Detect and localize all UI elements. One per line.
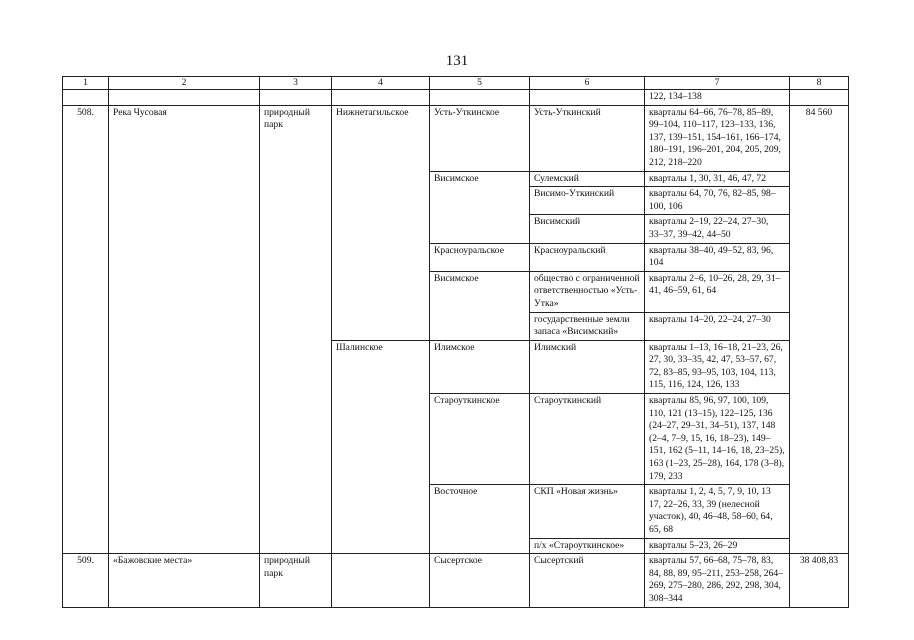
forestry-name: Староуткинское (430, 394, 530, 485)
forest-table (62, 76, 849, 608)
object-name: Река Чусовая (109, 105, 260, 554)
plot-name: Висимо-Уткинский (530, 187, 645, 215)
continuation-row (63, 90, 849, 106)
quarters-cell: кварталы 2–19, 22–24, 27–30, 33–37, 39–42, 44–50 (645, 215, 790, 243)
plot-name: Красноуральский (530, 243, 645, 271)
column-number: 2 (109, 77, 260, 90)
object-name: «Бажовские места» (109, 554, 260, 607)
plot-name: Илимский (530, 340, 645, 393)
district-name: Нижнетагильское (332, 105, 430, 340)
table-body (63, 77, 849, 608)
plot-name: Сысертский (530, 554, 645, 607)
plot-name: Усть-Уткинский (530, 105, 645, 171)
entry-number: 509. (63, 554, 109, 607)
entry-number: 508. (63, 105, 109, 554)
column-number: 6 (530, 77, 645, 90)
forestry-name: Восточное (430, 485, 530, 554)
column-number-row (63, 77, 849, 90)
column-number: 3 (260, 77, 332, 90)
quarters-cell: кварталы 14–20, 22–24, 27–30 (645, 312, 790, 340)
quarters-cell: кварталы 1, 2, 4, 5, 7, 9, 10, 13 17, 22–26, 33, 39 (нелесной участок), 40, 46–48, 58–60, 64, 65, 68 (645, 485, 790, 538)
quarters-cell: кварталы 5–23, 26–29 (645, 538, 790, 554)
plot-name: государственные земли запаса «Висимский» (530, 312, 645, 340)
quarters-cell: кварталы 1–13, 16–18, 21–23, 26, 27, 30, 33–35, 42, 47, 53–57, 67, 72, 83–85, 93–95, 103, 104, 113, 115, 116, 124, 126, 133 (645, 340, 790, 393)
table-row (63, 105, 849, 171)
area-value: 38 408,83 (790, 554, 849, 607)
plot-name: общество с ограниченной ответственностью «Усть-Утка» (530, 271, 645, 312)
forestry-name: Висимское (430, 171, 530, 243)
quarters-cell: кварталы 85, 96, 97, 100, 109, 110, 121 (13–15), 122–125, 136 (24–27, 29–31, 34–51), 137, 148 (2–4, 7–9, 15, 16, 18–23), 149–151, 162 (5–11, 14–16, 18, 23–25), 163 (1–23, 25–28), 164, 178 (3–8), 179, 233 (645, 394, 790, 485)
area-value: 84 560 (790, 105, 849, 554)
plot-name: п/х «Староуткинское» (530, 538, 645, 554)
forestry-name: Красноуральское (430, 243, 530, 271)
column-number: 1 (63, 77, 109, 90)
plot-name: Староуткинский (530, 394, 645, 485)
quarters-cell: кварталы 64–66, 76–78, 85–89, 99–104, 110–117, 123–133, 136, 137, 139–151, 154–161, 166–174, 180–191, 196–201, 204, 205, 209, 212, 218–220 (645, 105, 790, 171)
plot-name: Висимский (530, 215, 645, 243)
column-number: 5 (430, 77, 530, 90)
object-category: природный парк (260, 554, 332, 607)
quarters-cell: кварталы 57, 66–68, 75–78, 83, 84, 88, 89, 95–211, 253–258, 264–269, 275–280, 286, 292, 298, 304, 308–344 (645, 554, 790, 607)
quarters-cell: 122, 134–138 (645, 90, 790, 106)
column-number: 7 (645, 77, 790, 90)
quarters-cell: кварталы 2–6, 10–26, 28, 29, 31–41, 46–59, 61, 64 (645, 271, 790, 312)
plot-name: СКП «Новая жизнь» (530, 485, 645, 538)
column-number: 4 (332, 77, 430, 90)
page-number: 131 (445, 53, 469, 69)
object-category: природный парк (260, 105, 332, 554)
district-name: Шалинское (332, 340, 430, 554)
table-row (63, 554, 849, 607)
forestry-name: Висимское (430, 271, 530, 340)
quarters-cell: кварталы 1, 30, 31, 46, 47, 72 (645, 171, 790, 187)
district-name (332, 554, 430, 607)
plot-name: Сулемский (530, 171, 645, 187)
forestry-name: Илимское (430, 340, 530, 393)
forestry-name: Сысертское (430, 554, 530, 607)
quarters-cell: кварталы 38–40, 49–52, 83, 96, 104 (645, 243, 790, 271)
column-number: 8 (790, 77, 849, 90)
quarters-cell: кварталы 64, 70, 76, 82–85, 98–100, 106 (645, 187, 790, 215)
forestry-name: Усть-Уткинское (430, 105, 530, 171)
